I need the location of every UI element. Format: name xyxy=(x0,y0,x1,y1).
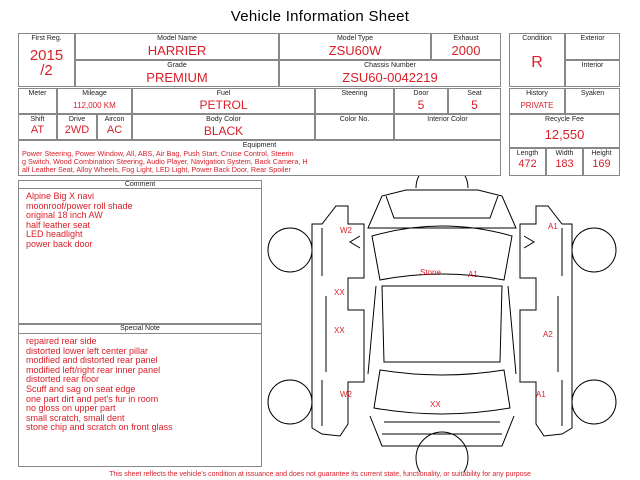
length-label: Length xyxy=(516,150,539,157)
seat-label: Seat xyxy=(467,90,482,97)
equipment-line: g Switch, Wood Combination Steering, Audio Player, Navigation System, Back Camera, H xyxy=(22,157,308,166)
special-note-line: modified left/right rear inner panel xyxy=(26,364,161,375)
history-value: PRIVATE xyxy=(520,101,554,110)
front-bumper-arc xyxy=(416,176,468,188)
special-note-line: distorted lower left center pillar xyxy=(26,345,149,356)
damage-mark-w2-front: W2 xyxy=(340,226,352,235)
comment-line: LED headlight xyxy=(26,229,83,240)
damage-mark-a2-right: A2 xyxy=(543,330,553,339)
first-reg-label: First Reg. xyxy=(31,35,62,42)
model-name-label: Model Name xyxy=(157,35,197,42)
pillars xyxy=(368,286,516,374)
rear-glass xyxy=(374,370,510,414)
front-left-wheel xyxy=(268,228,312,272)
rear-right-wheel xyxy=(572,380,616,424)
damage-mark-xx-center: XX xyxy=(334,326,345,335)
special-note-line: distorted rear floor xyxy=(26,374,100,385)
exhaust-value: 2000 xyxy=(451,43,481,58)
mileage-label: Mileage xyxy=(82,90,107,97)
footer-disclaimer: This sheet reflects the vehicle's condition at issuance and does not guarantee its current state, functionality, or suitability for any purpose xyxy=(109,471,531,478)
mirrors xyxy=(350,236,534,248)
exhaust-label: Exhaust xyxy=(453,35,479,42)
width-label: Width xyxy=(555,150,574,157)
special-note-line: one part dirt and pet's fur in room xyxy=(26,393,159,404)
sheet-title: Vehicle Information Sheet xyxy=(230,8,410,25)
comment-line: power back door xyxy=(26,238,93,249)
special-note-line: stone chip and scratch on front glass xyxy=(26,422,173,433)
spare-tire xyxy=(416,432,468,472)
special-note-line: repaired rear side xyxy=(26,336,97,346)
exterior-label: Exterior xyxy=(580,35,605,42)
windshield xyxy=(372,226,512,280)
damage-mark-a1-rear: A1 xyxy=(536,390,546,399)
model-type-value: ZSU60W xyxy=(328,43,382,58)
length-value: 472 xyxy=(518,158,537,170)
steering-label: Steering xyxy=(341,90,368,97)
damage-mark-a1-roof: A1 xyxy=(468,270,478,279)
equipment-label: Equipment xyxy=(242,142,277,149)
mileage-value: 112,000 KM xyxy=(73,101,116,110)
comment-line: half leather seat xyxy=(26,219,91,230)
first-reg-value: 2015 /2 xyxy=(29,47,64,79)
damage-mark-xx-rear: XX xyxy=(430,400,441,409)
width-value: 183 xyxy=(555,158,574,170)
rear-left-wheel xyxy=(268,380,312,424)
special-note-label: Special Note xyxy=(120,325,160,332)
grade-value: PREMIUM xyxy=(146,70,208,85)
interior-color-label: Interior Color xyxy=(427,116,468,123)
damage-mark-xx-left: XX xyxy=(334,288,345,297)
seat-value: 5 xyxy=(471,98,478,112)
height-label: Height xyxy=(591,150,612,157)
door-label: Door xyxy=(413,90,429,97)
special-note-line: small scratch, small dent xyxy=(26,412,125,423)
comment-label: Comment xyxy=(124,181,156,188)
special-note-list xyxy=(26,337,173,433)
meter-label: Meter xyxy=(28,90,47,97)
body-color-label: Body Color xyxy=(206,116,241,123)
hood-inner xyxy=(386,196,498,218)
body-color-value: BLACK xyxy=(203,124,244,138)
damage-mark-w2-rear: W2 xyxy=(340,390,352,399)
comment-line: Alpine Big X navi xyxy=(26,191,95,201)
grade-label: Grade xyxy=(167,62,187,69)
chassis-value: ZSU60-0042219 xyxy=(342,70,438,85)
tailgate xyxy=(370,416,514,446)
right-side-lines xyxy=(558,228,562,426)
aircon-label: Aircon xyxy=(104,116,125,123)
special-note-line: modified and distorted rear panel xyxy=(26,355,158,366)
damage-mark-stone: Stone xyxy=(420,268,441,277)
chassis-label: Chassis Number xyxy=(364,62,416,69)
special-note-line: Scuff and sag on seat edge xyxy=(26,383,136,394)
condition-value: R xyxy=(531,54,543,71)
right-side-profile xyxy=(520,206,572,436)
syaken-label: Syaken xyxy=(580,90,605,97)
equipment-line: alf Leather Seat, Alloy Wheels, Fog Light, LED Light, Power Back Door, Rear Spoiler xyxy=(22,165,291,174)
equipment-line: Power Steering, Power Window, All, ABS, Air Bag, Push Start, Cruise Control, Steerin xyxy=(22,149,294,158)
model-type-label: Model Type xyxy=(336,35,374,42)
height-value: 169 xyxy=(592,158,611,170)
front-right-wheel xyxy=(572,228,616,272)
aircon-value: AC xyxy=(106,124,123,136)
shift-value: AT xyxy=(30,124,45,136)
door-value: 5 xyxy=(417,98,425,112)
comment-line: original 18 inch AW xyxy=(26,210,103,221)
fuel-label: Fuel xyxy=(216,90,231,97)
interior-label: Interior xyxy=(581,62,604,69)
drive-value: 2WD xyxy=(64,124,90,136)
fuel-value: PETROL xyxy=(199,98,248,112)
special-note-line: no gloss on upper part xyxy=(26,403,116,414)
left-side-lines xyxy=(322,228,326,426)
color-no-label: Color No. xyxy=(339,116,370,123)
condition-label: Condition xyxy=(522,35,552,42)
left-side-profile xyxy=(312,206,364,436)
damage-mark-a1-front: A1 xyxy=(548,222,558,231)
car-diagram xyxy=(264,176,620,472)
drive-label: Drive xyxy=(68,116,86,123)
shift-label: Shift xyxy=(30,116,45,123)
roof xyxy=(382,286,502,362)
comment-line: moonroof/power roll shade xyxy=(26,200,133,211)
recycle-fee-label: Recycle Fee xyxy=(545,116,584,123)
model-name-value: HARRIER xyxy=(147,43,207,58)
recycle-fee-value: 12,550 xyxy=(544,127,585,142)
history-label: History xyxy=(526,90,548,97)
comment-list xyxy=(26,192,133,250)
